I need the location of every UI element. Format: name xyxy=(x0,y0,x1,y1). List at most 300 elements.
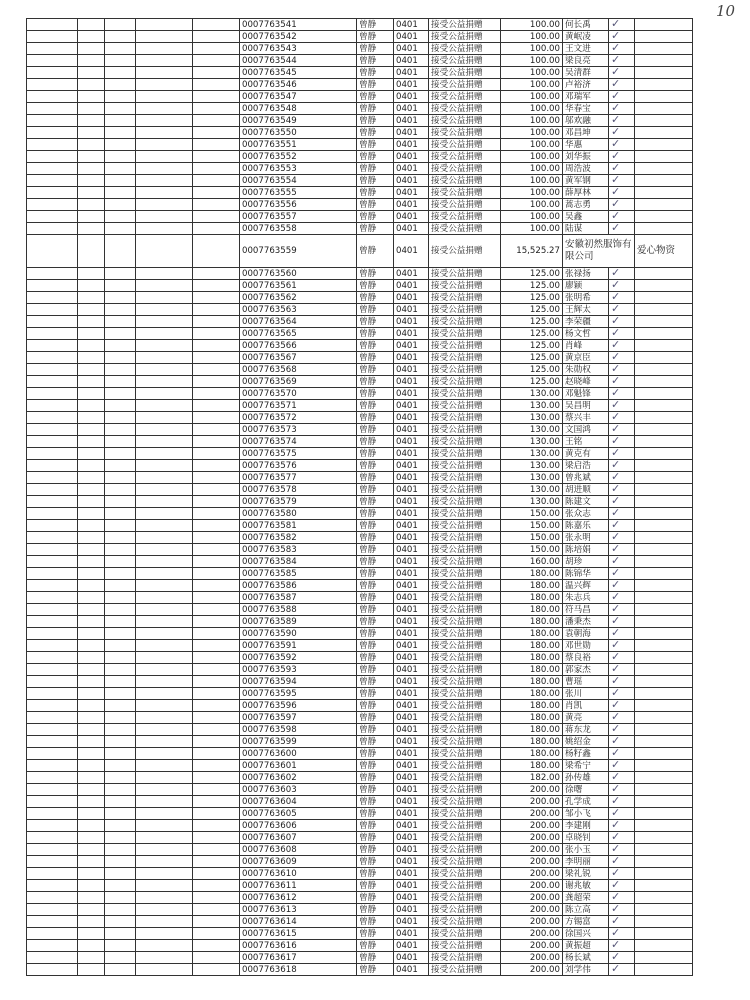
check-cell xyxy=(609,496,635,508)
code-cell: 0401 xyxy=(394,187,429,199)
amount-cell: 180.00 xyxy=(501,592,563,604)
checkmark-icon: ✓ xyxy=(611,162,621,174)
code-cell: 0401 xyxy=(394,640,429,652)
checkmark-icon: ✓ xyxy=(611,735,621,747)
type-cell: 接受公益捐赠 xyxy=(429,115,501,127)
note-cell xyxy=(635,352,693,364)
blank-cell xyxy=(136,916,193,928)
blank-cell xyxy=(136,832,193,844)
voucher-cell: 0007763585 xyxy=(240,568,357,580)
blank-cell xyxy=(193,115,240,127)
checkmark-icon: ✓ xyxy=(611,699,621,711)
amount-cell: 130.00 xyxy=(501,484,563,496)
code-cell: 0401 xyxy=(394,364,429,376)
blank-cell xyxy=(136,952,193,964)
donor-cell: 方锡富 xyxy=(563,916,609,928)
amount-cell: 180.00 xyxy=(501,760,563,772)
check-cell xyxy=(609,940,635,952)
note-cell xyxy=(635,952,693,964)
staff-cell: 曾静 xyxy=(357,139,394,151)
donor-cell: 安徽初然服饰有限公司 xyxy=(563,235,635,268)
blank-cell xyxy=(105,880,136,892)
blank-cell xyxy=(105,55,136,67)
amount-cell: 100.00 xyxy=(501,127,563,139)
blank-cell xyxy=(136,424,193,436)
code-cell: 0401 xyxy=(394,139,429,151)
blank-cell xyxy=(105,484,136,496)
table-row xyxy=(27,676,693,688)
staff-cell: 曾静 xyxy=(357,568,394,580)
blank-cell xyxy=(136,784,193,796)
amount-cell: 200.00 xyxy=(501,832,563,844)
blank-cell xyxy=(78,91,105,103)
table-row xyxy=(27,508,693,520)
code-cell: 0401 xyxy=(394,31,429,43)
checkmark-icon: ✓ xyxy=(611,495,621,507)
blank-cell xyxy=(78,844,105,856)
type-cell: 接受公益捐赠 xyxy=(429,808,501,820)
blank-cell xyxy=(193,496,240,508)
blank-cell xyxy=(136,904,193,916)
blank-cell xyxy=(105,832,136,844)
blank-cell xyxy=(193,724,240,736)
voucher-cell: 0007763612 xyxy=(240,892,357,904)
code-cell: 0401 xyxy=(394,844,429,856)
amount-cell: 200.00 xyxy=(501,904,563,916)
check-cell xyxy=(609,388,635,400)
donor-cell: 黄京臣 xyxy=(563,352,609,364)
blank-cell xyxy=(193,19,240,31)
checkmark-icon: ✓ xyxy=(611,795,621,807)
blank-cell xyxy=(105,820,136,832)
blank-cell xyxy=(105,916,136,928)
blank-cell xyxy=(193,904,240,916)
checkmark-icon: ✓ xyxy=(611,114,621,126)
table-row xyxy=(27,424,693,436)
blank-cell xyxy=(193,199,240,211)
check-cell xyxy=(609,688,635,700)
check-cell xyxy=(609,952,635,964)
table-row xyxy=(27,316,693,328)
type-cell: 接受公益捐赠 xyxy=(429,796,501,808)
type-cell: 接受公益捐赠 xyxy=(429,175,501,187)
table-row xyxy=(27,103,693,115)
note-cell xyxy=(635,484,693,496)
code-cell: 0401 xyxy=(394,952,429,964)
voucher-cell: 0007763590 xyxy=(240,628,357,640)
blank-cell xyxy=(78,31,105,43)
blank-cell xyxy=(105,964,136,976)
voucher-cell: 0007763613 xyxy=(240,904,357,916)
code-cell: 0401 xyxy=(394,223,429,235)
type-cell: 接受公益捐赠 xyxy=(429,268,501,280)
staff-cell: 曾静 xyxy=(357,484,394,496)
note-cell xyxy=(635,496,693,508)
type-cell: 接受公益捐赠 xyxy=(429,892,501,904)
amount-cell: 130.00 xyxy=(501,472,563,484)
blank-cell xyxy=(136,19,193,31)
blank-cell xyxy=(193,760,240,772)
type-cell: 接受公益捐赠 xyxy=(429,724,501,736)
note-cell xyxy=(635,139,693,151)
blank-cell xyxy=(193,580,240,592)
table-row xyxy=(27,376,693,388)
table-row xyxy=(27,472,693,484)
blank-cell xyxy=(136,844,193,856)
code-cell: 0401 xyxy=(394,964,429,976)
blank-cell xyxy=(105,856,136,868)
code-cell: 0401 xyxy=(394,520,429,532)
voucher-cell: 0007763569 xyxy=(240,376,357,388)
table-row xyxy=(27,280,693,292)
table-row xyxy=(27,223,693,235)
type-cell: 接受公益捐赠 xyxy=(429,868,501,880)
blank-cell xyxy=(105,364,136,376)
blank-cell xyxy=(136,544,193,556)
table-row xyxy=(27,940,693,952)
table-row xyxy=(27,412,693,424)
donor-cell: 陈建文 xyxy=(563,496,609,508)
blank-cell xyxy=(78,700,105,712)
blank-cell xyxy=(78,340,105,352)
blank-cell xyxy=(105,712,136,724)
blank-cell xyxy=(78,316,105,328)
checkmark-icon: ✓ xyxy=(611,807,621,819)
voucher-cell: 0007763602 xyxy=(240,772,357,784)
check-cell xyxy=(609,676,635,688)
amount-cell: 100.00 xyxy=(501,139,563,151)
voucher-cell: 0007763594 xyxy=(240,676,357,688)
blank-cell xyxy=(136,127,193,139)
amount-cell: 200.00 xyxy=(501,964,563,976)
donor-cell: 蒿志勇 xyxy=(563,199,609,211)
voucher-cell: 0007763552 xyxy=(240,151,357,163)
blank-cell xyxy=(193,556,240,568)
voucher-cell: 0007763544 xyxy=(240,55,357,67)
staff-cell: 曾静 xyxy=(357,103,394,115)
code-cell: 0401 xyxy=(394,820,429,832)
donor-cell: 陈培娟 xyxy=(563,544,609,556)
voucher-cell: 0007763601 xyxy=(240,760,357,772)
blank-cell xyxy=(78,496,105,508)
blank-cell xyxy=(105,688,136,700)
blank-cell xyxy=(78,652,105,664)
amount-cell: 125.00 xyxy=(501,340,563,352)
voucher-cell: 0007763546 xyxy=(240,79,357,91)
table-row xyxy=(27,856,693,868)
staff-cell: 曾静 xyxy=(357,856,394,868)
table-row xyxy=(27,304,693,316)
blank-cell xyxy=(27,568,78,580)
code-cell: 0401 xyxy=(394,460,429,472)
blank-cell xyxy=(105,928,136,940)
blank-cell xyxy=(105,532,136,544)
blank-cell xyxy=(78,712,105,724)
blank-cell xyxy=(105,628,136,640)
voucher-cell: 0007763554 xyxy=(240,175,357,187)
voucher-cell: 0007763589 xyxy=(240,616,357,628)
checkmark-icon: ✓ xyxy=(611,327,621,339)
blank-cell xyxy=(193,616,240,628)
blank-cell xyxy=(193,151,240,163)
amount-cell: 130.00 xyxy=(501,448,563,460)
code-cell: 0401 xyxy=(394,628,429,640)
blank-cell xyxy=(27,808,78,820)
amount-cell: 180.00 xyxy=(501,616,563,628)
blank-cell xyxy=(193,940,240,952)
checkmark-icon: ✓ xyxy=(611,198,621,210)
amount-cell: 200.00 xyxy=(501,856,563,868)
check-cell xyxy=(609,520,635,532)
blank-cell xyxy=(78,292,105,304)
type-cell: 接受公益捐赠 xyxy=(429,19,501,31)
table-row xyxy=(27,31,693,43)
note-cell xyxy=(635,676,693,688)
amount-cell: 200.00 xyxy=(501,880,563,892)
voucher-cell: 0007763579 xyxy=(240,496,357,508)
blank-cell xyxy=(136,460,193,472)
code-cell: 0401 xyxy=(394,268,429,280)
blank-cell xyxy=(27,760,78,772)
blank-cell xyxy=(78,832,105,844)
donor-cell: 梁良亮 xyxy=(563,55,609,67)
staff-cell: 曾静 xyxy=(357,916,394,928)
donor-cell: 邬欢融 xyxy=(563,115,609,127)
table-row xyxy=(27,520,693,532)
blank-cell xyxy=(136,712,193,724)
blank-cell xyxy=(136,412,193,424)
blank-cell xyxy=(78,211,105,223)
blank-cell xyxy=(193,376,240,388)
checkmark-icon: ✓ xyxy=(611,447,621,459)
amount-cell: 100.00 xyxy=(501,19,563,31)
blank-cell xyxy=(78,592,105,604)
code-cell: 0401 xyxy=(394,43,429,55)
blank-cell xyxy=(193,832,240,844)
type-cell: 接受公益捐赠 xyxy=(429,484,501,496)
staff-cell: 曾静 xyxy=(357,412,394,424)
checkmark-icon: ✓ xyxy=(611,90,621,102)
note-cell xyxy=(635,964,693,976)
blank-cell xyxy=(27,316,78,328)
amount-cell: 125.00 xyxy=(501,328,563,340)
note-cell xyxy=(635,376,693,388)
blank-cell xyxy=(27,748,78,760)
blank-cell xyxy=(193,484,240,496)
donor-cell: 徐曙 xyxy=(563,784,609,796)
blank-cell xyxy=(105,43,136,55)
voucher-cell: 0007763548 xyxy=(240,103,357,115)
voucher-cell: 0007763580 xyxy=(240,508,357,520)
table-row xyxy=(27,928,693,940)
amount-cell: 200.00 xyxy=(501,820,563,832)
table-row xyxy=(27,55,693,67)
note-cell xyxy=(635,364,693,376)
table-row xyxy=(27,916,693,928)
blank-cell xyxy=(78,724,105,736)
blank-cell xyxy=(78,760,105,772)
staff-cell: 曾静 xyxy=(357,556,394,568)
donor-cell: 黄振超 xyxy=(563,940,609,952)
voucher-cell: 0007763598 xyxy=(240,724,357,736)
check-cell xyxy=(609,67,635,79)
note-cell xyxy=(635,424,693,436)
blank-cell xyxy=(78,640,105,652)
type-cell: 接受公益捐赠 xyxy=(429,700,501,712)
donor-cell: 曹瑶 xyxy=(563,676,609,688)
staff-cell: 曾静 xyxy=(357,67,394,79)
blank-cell xyxy=(105,520,136,532)
code-cell: 0401 xyxy=(394,784,429,796)
voucher-cell: 0007763597 xyxy=(240,712,357,724)
donor-cell: 张明希 xyxy=(563,292,609,304)
note-cell xyxy=(635,448,693,460)
check-cell xyxy=(609,292,635,304)
code-cell: 0401 xyxy=(394,115,429,127)
checkmark-icon: ✓ xyxy=(611,411,621,423)
checkmark-icon: ✓ xyxy=(611,939,621,951)
checkmark-icon: ✓ xyxy=(611,351,621,363)
blank-cell xyxy=(193,856,240,868)
blank-cell xyxy=(193,880,240,892)
staff-cell: 曾静 xyxy=(357,472,394,484)
blank-cell xyxy=(27,688,78,700)
blank-cell xyxy=(27,400,78,412)
type-cell: 接受公益捐赠 xyxy=(429,676,501,688)
blank-cell xyxy=(78,556,105,568)
checkmark-icon: ✓ xyxy=(611,435,621,447)
voucher-cell: 0007763595 xyxy=(240,688,357,700)
donor-cell: 杨文哲 xyxy=(563,328,609,340)
type-cell: 接受公益捐赠 xyxy=(429,748,501,760)
blank-cell xyxy=(78,352,105,364)
blank-cell xyxy=(136,388,193,400)
blank-cell xyxy=(27,544,78,556)
blank-cell xyxy=(105,472,136,484)
table-row xyxy=(27,652,693,664)
blank-cell xyxy=(27,832,78,844)
blank-cell xyxy=(78,928,105,940)
voucher-cell: 0007763614 xyxy=(240,916,357,928)
check-cell xyxy=(609,760,635,772)
table-row xyxy=(27,724,693,736)
type-cell: 接受公益捐赠 xyxy=(429,568,501,580)
note-cell xyxy=(635,940,693,952)
blank-cell xyxy=(136,652,193,664)
note-cell xyxy=(635,460,693,472)
voucher-cell: 0007763606 xyxy=(240,820,357,832)
blank-cell xyxy=(27,796,78,808)
type-cell: 接受公益捐赠 xyxy=(429,352,501,364)
blank-cell xyxy=(105,844,136,856)
amount-cell: 180.00 xyxy=(501,676,563,688)
donor-cell: 赵晓峰 xyxy=(563,376,609,388)
voucher-cell: 0007763616 xyxy=(240,940,357,952)
blank-cell xyxy=(136,376,193,388)
note-cell xyxy=(635,328,693,340)
check-cell xyxy=(609,328,635,340)
amount-cell: 125.00 xyxy=(501,316,563,328)
note-cell xyxy=(635,868,693,880)
check-cell xyxy=(609,127,635,139)
checkmark-icon: ✓ xyxy=(611,126,621,138)
checkmark-icon: ✓ xyxy=(611,627,621,639)
check-cell xyxy=(609,472,635,484)
table-row xyxy=(27,580,693,592)
code-cell: 0401 xyxy=(394,304,429,316)
voucher-cell: 0007763603 xyxy=(240,784,357,796)
blank-cell xyxy=(78,460,105,472)
table-row xyxy=(27,43,693,55)
donor-cell: 梁启浩 xyxy=(563,460,609,472)
note-cell xyxy=(635,127,693,139)
table-row xyxy=(27,163,693,175)
staff-cell: 曾静 xyxy=(357,940,394,952)
blank-cell xyxy=(136,304,193,316)
blank-cell xyxy=(27,820,78,832)
check-cell xyxy=(609,55,635,67)
blank-cell xyxy=(27,352,78,364)
blank-cell xyxy=(193,772,240,784)
blank-cell xyxy=(105,223,136,235)
table-row xyxy=(27,700,693,712)
blank-cell xyxy=(136,760,193,772)
blank-cell xyxy=(78,580,105,592)
donor-cell: 邓世勋 xyxy=(563,640,609,652)
staff-cell: 曾静 xyxy=(357,880,394,892)
checkmark-icon: ✓ xyxy=(611,531,621,543)
donor-cell: 黄军钢 xyxy=(563,175,609,187)
amount-cell: 180.00 xyxy=(501,604,563,616)
blank-cell xyxy=(136,175,193,187)
blank-cell xyxy=(78,904,105,916)
blank-cell xyxy=(78,736,105,748)
table-row xyxy=(27,211,693,223)
donor-cell: 袁朝海 xyxy=(563,628,609,640)
note-cell xyxy=(635,199,693,211)
checkmark-icon: ✓ xyxy=(611,867,621,879)
donor-cell: 张永明 xyxy=(563,532,609,544)
blank-cell xyxy=(78,400,105,412)
blank-cell xyxy=(193,964,240,976)
note-cell xyxy=(635,316,693,328)
blank-cell xyxy=(193,400,240,412)
check-cell xyxy=(609,436,635,448)
donor-cell: 邓昌坤 xyxy=(563,127,609,139)
donor-cell: 王铭 xyxy=(563,436,609,448)
checkmark-icon: ✓ xyxy=(611,819,621,831)
voucher-cell: 0007763599 xyxy=(240,736,357,748)
blank-cell xyxy=(27,904,78,916)
checkmark-icon: ✓ xyxy=(611,18,621,30)
blank-cell xyxy=(78,280,105,292)
code-cell: 0401 xyxy=(394,868,429,880)
type-cell: 接受公益捐赠 xyxy=(429,940,501,952)
blank-cell xyxy=(105,736,136,748)
check-cell xyxy=(609,580,635,592)
blank-cell xyxy=(27,223,78,235)
note-cell xyxy=(635,388,693,400)
staff-cell: 曾静 xyxy=(357,808,394,820)
amount-cell: 125.00 xyxy=(501,268,563,280)
blank-cell xyxy=(136,628,193,640)
note-cell xyxy=(635,904,693,916)
blank-cell xyxy=(105,340,136,352)
staff-cell: 曾静 xyxy=(357,127,394,139)
staff-cell: 曾静 xyxy=(357,19,394,31)
blank-cell xyxy=(136,352,193,364)
note-cell xyxy=(635,640,693,652)
